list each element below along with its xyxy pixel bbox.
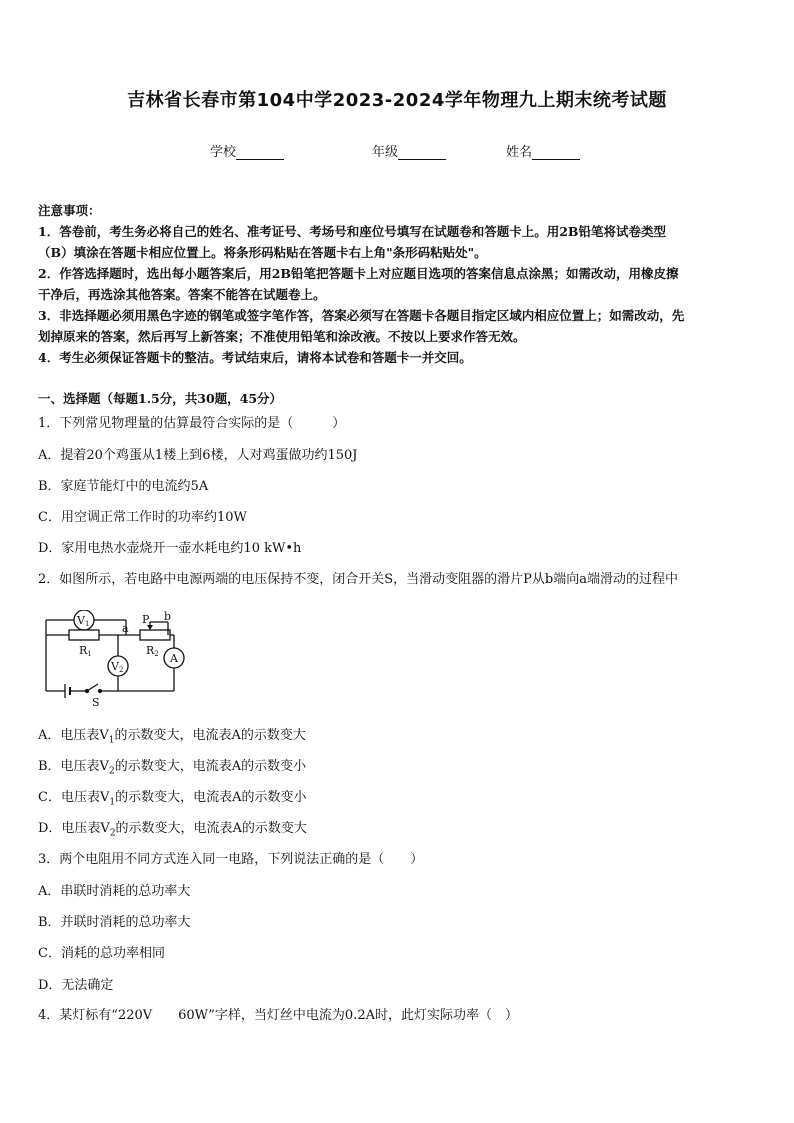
- q3-option-a: A．串联时消耗的总功率大: [38, 884, 191, 899]
- q1-option-b: B．家庭节能灯中的电流约5A: [38, 479, 209, 494]
- q3-option-c: C．消耗的总功率相同: [38, 946, 165, 961]
- svg-text:V2: V2: [111, 660, 124, 674]
- exam-title: 吉林省长春市第104中学2023-2024学年物理九上期末统考试题: [127, 90, 667, 111]
- note-line: 4．考生必须保证答题卡的整洁。考试结束后，请将本试卷和答题卡一并交回。: [38, 350, 472, 365]
- grade-field: [372, 141, 446, 160]
- q4-stem: 4．某灯标有“220V 60W”字样，当灯丝中电流为0.2A时，此灯实际功率（ ）: [38, 1008, 518, 1023]
- name-blank: [532, 145, 580, 160]
- school-field: [210, 141, 284, 160]
- switch-label: S: [92, 696, 100, 709]
- note-line: 划掉原来的答案，然后再写上新答案；不准使用铅笔和涂改液。不按以上要求作答无效。: [38, 329, 526, 344]
- q1-option-a: A．提着20个鸡蛋从1楼上到6楼，人对鸡蛋做功约150J: [38, 448, 358, 463]
- node-a-label: a: [122, 622, 129, 635]
- grade-blank: [398, 145, 446, 160]
- name-field: [506, 141, 580, 160]
- q1-option-d: D．家用电热水壶烧开一壶水耗电约10 kW•h: [38, 541, 302, 556]
- svg-text:V1: V1: [77, 614, 90, 628]
- q2-option-b: B．电压表$V_2$的示数变大，电流表A的示数变小: [38, 759, 307, 777]
- q1-stem: 1．下列常见物理量的估算最符合实际的是（ ）: [38, 416, 346, 431]
- name-label: 姓名: [506, 145, 533, 160]
- q2-stem: 2．如图所示，若电路中电源两端的电压保持不变，闭合开关S，当滑动变阻器的滑片P从b端向a端滑动的过程中: [38, 572, 678, 587]
- note-line: （B）填涂在答题卡相应位置上。将条形码粘贴在答题卡右上角"条形码粘贴处"。: [38, 245, 487, 260]
- circuit-diagram: [40, 610, 200, 710]
- section-heading: 一、选择题（每题1.5分，共30题，45分）: [38, 391, 283, 406]
- resistor-r1: [69, 630, 99, 640]
- note-line: 3．非选择题必须用黑色字迹的钢笔或签字笔作答，答案必须写在答题卡各题目指定区域内相应位置上；如需改动，先: [38, 308, 685, 323]
- school-blank: [236, 145, 284, 160]
- resistor-r2: [140, 630, 170, 640]
- ammeter-label: A: [170, 652, 178, 665]
- node-b-label: b: [164, 610, 172, 623]
- school-label: 学校: [210, 145, 237, 160]
- q3-option-d: D．无法确定: [38, 978, 114, 993]
- q2-option-c: C．电压表$V_1$的示数变大，电流表A的示数变小: [38, 790, 307, 808]
- switch: [87, 684, 98, 691]
- q2-option-d: D．电压表$V_2$的示数变大，电流表A的示数变大: [38, 821, 307, 839]
- grade-label: 年级: [372, 145, 399, 160]
- note-line: 2．作答选择题时，选出每小题答案后，用2B铅笔把答题卡上对应题目选项的答案信息点涂黑；如需改动，用橡皮擦: [38, 266, 679, 281]
- note-line: 干净后，再选涂其他答案。答案不能答在试题卷上。: [38, 287, 326, 302]
- svg-text:R2: R2: [146, 644, 159, 658]
- q1-option-c: C．用空调正常工作时的功率约10W: [38, 510, 247, 525]
- q3-stem: 3．两个电阻用不同方式连入同一电路，下列说法正确的是（ ）: [38, 852, 424, 867]
- notes-block: [38, 200, 760, 368]
- svg-text:R1: R1: [79, 644, 92, 658]
- q3-option-b: B．并联时消耗的总功率大: [38, 915, 191, 930]
- notes-heading: 注意事项：: [38, 203, 101, 218]
- q2-option-a: A．电压表$V_1$的示数变大，电流表A的示数变大: [38, 728, 306, 746]
- slider-p-label: P: [142, 613, 150, 626]
- note-line: 1．答卷前，考生务必将自己的姓名、准考证号、考场号和座位号填写在试题卷和答题卡上。用2B铅笔将试卷类型: [38, 224, 666, 239]
